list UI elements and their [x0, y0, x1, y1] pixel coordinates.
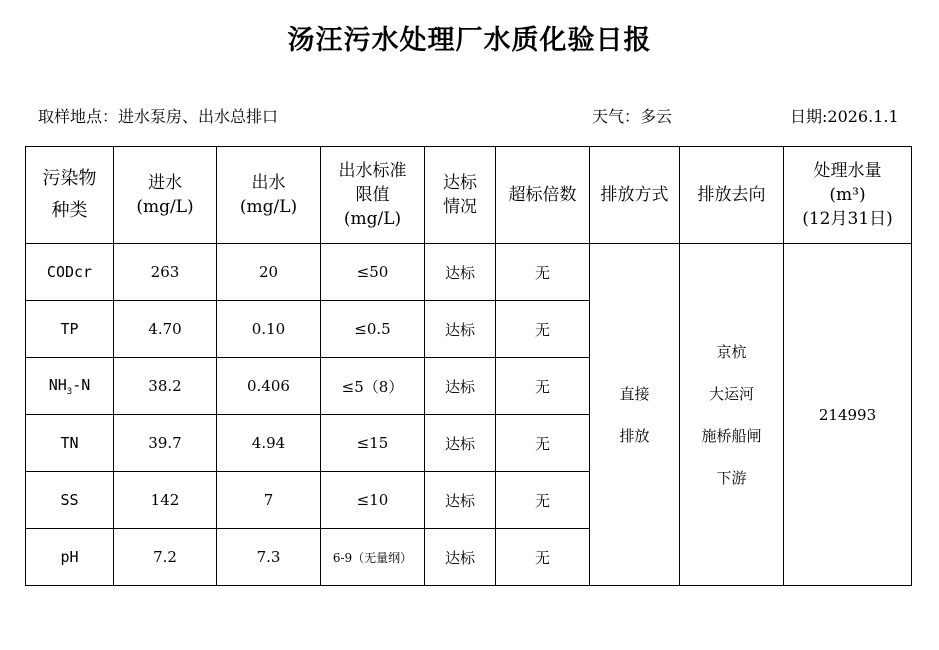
header-exceed: 超标倍数: [496, 147, 590, 244]
pollutant-name: [26, 358, 114, 415]
standard-limit: 6-9（无量纲）: [321, 529, 425, 586]
exceed-times: 无: [496, 472, 590, 529]
header-pollutant: 污染物 种类: [26, 147, 114, 244]
exceed-times: 无: [496, 358, 590, 415]
influent-value: 38.2: [114, 358, 217, 415]
header-discharge-method: 排放方式: [590, 147, 680, 244]
pollutant-name: pH: [26, 529, 114, 586]
discharge-destination: 京杭 大运河 施桥船闸 下游: [680, 244, 784, 586]
compliance-status: 达标: [425, 358, 496, 415]
pollutant-name-subscript: 3: [66, 386, 73, 397]
pollutant-name: TN: [26, 415, 114, 472]
pollutant-name: CODcr: [26, 244, 114, 301]
influent-value: 263: [114, 244, 217, 301]
effluent-value: 7.3: [217, 529, 321, 586]
effluent-value: 0.406: [217, 358, 321, 415]
pollutant-name: TP: [26, 301, 114, 358]
discharge-method: 直接 排放: [590, 244, 680, 586]
influent-value: 39.7: [114, 415, 217, 472]
compliance-status: 达标: [425, 415, 496, 472]
header-effluent: 出水 (mg/L): [217, 147, 321, 244]
standard-limit: ≤0.5: [321, 301, 425, 358]
pollutant-name-tail: -N: [72, 375, 91, 394]
header-volume: 处理水量 (m³) (12月31日): [784, 147, 912, 244]
header-compliance: 达标 情况: [425, 147, 496, 244]
exceed-times: 无: [496, 301, 590, 358]
header-influent: 进水 (mg/L): [114, 147, 217, 244]
standard-limit: ≤5（8）: [321, 358, 425, 415]
effluent-value: 0.10: [217, 301, 321, 358]
header-row: [26, 147, 912, 244]
report-date: 日期:2026.1.1: [790, 107, 899, 126]
effluent-value: 20: [217, 244, 321, 301]
pollutant-name: SS: [26, 472, 114, 529]
header-discharge-dest: 排放去向: [680, 147, 784, 244]
compliance-status: 达标: [425, 529, 496, 586]
water-quality-table: [25, 146, 912, 586]
treated-volume: 214993: [784, 244, 912, 586]
influent-value: 4.70: [114, 301, 217, 358]
weather: 天气：多云: [592, 107, 673, 126]
exceed-times: 无: [496, 529, 590, 586]
standard-limit: ≤15: [321, 415, 425, 472]
effluent-value: 7: [217, 472, 321, 529]
header-standard: 出水标准 限值 (mg/L): [321, 147, 425, 244]
sampling-location: 取样地点：进水泵房、出水总排口: [38, 107, 279, 126]
pollutant-name-main: NH: [48, 375, 67, 394]
exceed-times: 无: [496, 244, 590, 301]
exceed-times: 无: [496, 415, 590, 472]
influent-value: 7.2: [114, 529, 217, 586]
compliance-status: 达标: [425, 244, 496, 301]
table-row: [26, 244, 912, 301]
influent-value: 142: [114, 472, 217, 529]
compliance-status: 达标: [425, 301, 496, 358]
compliance-status: 达标: [425, 472, 496, 529]
effluent-value: 4.94: [217, 415, 321, 472]
standard-limit: ≤10: [321, 472, 425, 529]
standard-limit: ≤50: [321, 244, 425, 301]
report-title: 汤汪污水处理厂水质化验日报: [287, 25, 652, 56]
